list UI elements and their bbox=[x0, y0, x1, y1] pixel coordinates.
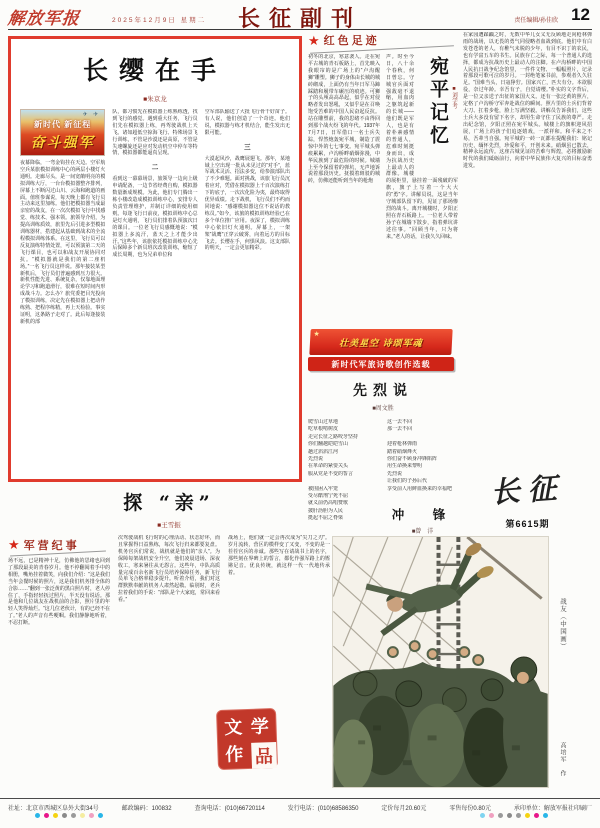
red-footprints-text: 声。时至今日，八十余个春秋，何日曾忘。守城官兵面对强敌毫不退缩，用血肉之躯筑起新的长城——他们既是军人，也是有着朴素感情的普通人，危难时刻挺身而出，成为抗战历史上最动人的群像。城楼的展柜里，悬挂着一面残破的军旗，旗子上写着一个大大的“勇”字。讲解员说，这是当年守城部队留下的，见证了那场惨烈的战斗。离开城楼时，夕阳正照在青石板路上。一位老人带着孙子在城墙下散步，指着弹坑讲述往事。“回顾当年，只为将来。”老人的话，让我久久回味。 bbox=[386, 54, 458, 240]
article-text: 队，都习惯先在模拟器上练熟练透，找到飞行的感觉。遇到重大任务，飞行员们先在模拟器上练，再驾驶战机上天飞。诸如超低空掠海飞行、特殊场景飞行训练，不管是沙漠还是高原，不管是失速螺旋还是应对发动机空中停车等特情，模拟器都能逼真呈现。 bbox=[112, 109, 198, 157]
poem-column-2 bbox=[387, 419, 458, 554]
banner-line-2: 奋斗强军 bbox=[30, 134, 95, 150]
painting-artwork bbox=[333, 537, 548, 787]
story-column-3: 战场上，他们就一定会再次成为“尖刀之刃”。岁月流转，营区的模样变了又变，不变的是一茬茬官兵的赤诚。那些写在请战书上的名字，那些刻在界碑上的誓言，都化作强军路上的铿锵足音。优良传统，就这样一代一代地传承着。 bbox=[228, 535, 330, 576]
seal-char: 作 bbox=[224, 744, 244, 766]
seal-char: 学 bbox=[250, 716, 270, 738]
star-icon: ★ bbox=[8, 537, 20, 552]
painting-image bbox=[332, 536, 549, 788]
print-registration-dots-right bbox=[480, 813, 548, 818]
inset-article-title: 宛平记忆 bbox=[427, 56, 449, 148]
seal-char: 文 bbox=[223, 717, 243, 739]
red-footprints-column-1: 初冬的北京，寒意袭人。走在宛平古城的青石板路上，首先映入我眼帘的是广场上的“卢沟醒狮”雕塑。狮子的身体由长城的城砖砌成，上面仍有当年日军马蹄踩踏和履带车碾压的痕迹。可狮子的头颅高高昂起，似乎在对侵略者发出怒吼，又似乎是在召唤饱受苦难的中国人民奋起反抗。站在雕塑前，我的思绪不由得回到那个战火纷飞的年代。1937年7月7日，日军借口一名士兵失踪，悍然炮轰宛平城，制造了震惊中外的七七事变。宛平城头弹痕累累，卢沟桥畔硝烟弥漫，中华民族到了最危险的时候。城墙上至今保留着的弹坑，无声地诉说着那段历史。抚摸着斑驳的城砖，仿佛还能听到当年的枪炮 bbox=[308, 54, 380, 185]
article-text: 看到这一幕幕场景，旅领导一边向上级申请配备，一边节省经费自购，模拟器数量渐成规模。为此，他们专门腾出一栋小楼改造成模拟训练中心，安排专人负责管理维护，并制订详细的使用细则。每逢飞行日前夜，模拟训练中心总是灯火通明，飞行员们排着队预演次日的课目。一位老飞行员感慨地说：“模拟器上多流汗，蓝天之上才能少出汗。”这些年，该旅依托模拟训练中心先后保障多个新员班次改装训练，缩短了成长周期，也为兄弟单位和 bbox=[112, 176, 198, 259]
painting-author: 高培军 作 bbox=[559, 742, 565, 777]
inset-article-byline: ■刘学考 bbox=[451, 86, 457, 109]
section-marker: 二 bbox=[151, 164, 159, 172]
story-title: 探 “亲” bbox=[123, 492, 215, 514]
poetry-series-ribbon: 新时代军旅诗歌创作选载 bbox=[308, 357, 454, 371]
page-header bbox=[8, 0, 592, 30]
story-byline: ■王雪振 bbox=[157, 522, 181, 529]
painting-caption: 战友（中国画） bbox=[559, 598, 566, 651]
poem-column-1: 爬雪山过草地 吃草根啃树皮 走完长征之路咬牙坚持 你们翻越皑皑雪山 趟过滔滔江河 先烈说 在革命的紧要关头 服从党是不变的誓言 被围困入牢笼 受尽酷刑宁死不屈 就义前仍高唱赞歌 披肝沥胆为人民 挺起不屈之脊梁 bbox=[308, 419, 359, 522]
section-label: 红色足迹 bbox=[323, 35, 380, 47]
masthead-logo: 解放军报 bbox=[6, 9, 81, 29]
banner-photo bbox=[20, 109, 105, 156]
poem-lines: 这一去不回 那一去不回 迎着枪林弹雨 踏着硝烟烽火 你们奋不顾身冲锋陷阵 用生命换来黎明 先烈说 让我们的子孙后代 享受前人用鲜血换来的幸福吧 bbox=[387, 419, 453, 492]
red-footprints-columns bbox=[308, 54, 458, 322]
section-marker: 三 bbox=[244, 143, 251, 151]
banner-line-1: 新时代 新征程 bbox=[34, 120, 92, 129]
edition-title: 长征副刊 bbox=[237, 6, 363, 31]
poem-byline: ■周文胜 bbox=[372, 406, 394, 412]
inset-title-block bbox=[418, 56, 458, 174]
article-byline: ■朱京龙 bbox=[143, 96, 167, 103]
flag-star-icon: ★ bbox=[313, 331, 320, 338]
story-text: 场不远，已是精神十足，仿佛他的思绪也回到了那段最美的青春岁月。他不停翻阅着手中的相册，嘴角挂着微笑，向我们介绍：“这是我们当年会餐时候的照片，这是我们机务排全体的合影……”翻到一张泛黄的黑白照片时，老人停住了，手指轻轻抚过照片，半天没有说话。那是他和几位战友在战机前的合影，照片里的年轻人笑得灿烂。“这几位老伙计，有的已经不在了。”老人的声音有些哽咽。我们静静地听着，不忍打断。 bbox=[8, 558, 110, 627]
story-columns bbox=[8, 535, 330, 767]
red-footprints-section bbox=[308, 32, 458, 534]
star-icon: ★ bbox=[308, 32, 320, 48]
editor-credit: 责任编辑/孙佳欣 bbox=[514, 18, 558, 24]
poetry-flag-banner bbox=[309, 329, 452, 355]
article-column-1 bbox=[20, 109, 105, 481]
page-number: 12 bbox=[571, 5, 590, 24]
poem-columns bbox=[308, 419, 458, 554]
page-footer bbox=[0, 798, 600, 812]
section-label: 军营纪事 bbox=[23, 539, 80, 552]
issue-number: 第6615期 bbox=[505, 519, 550, 529]
poem2-byline: ■曾 洋 bbox=[411, 529, 434, 536]
article-title: 长缨在手 bbox=[82, 56, 227, 85]
calligraphy-logo: 长征 bbox=[489, 470, 566, 510]
article-column-3 bbox=[205, 109, 290, 481]
literary-works-seal bbox=[217, 709, 277, 769]
article-columns bbox=[20, 109, 290, 481]
issue-date: 2025年12月9日 星期二 bbox=[112, 17, 207, 24]
poem-title: 先烈说 bbox=[353, 383, 413, 399]
story-column-2: 次驾驶战机飞行时的心理活动、状态好坏，而且掌握得日益熟练，每次飞行归来都要复盘。机务官兵们常说，战机就是他们的“亲人”。为保障每架战机安全升空，他们凌晨进场、深夜收工，寒来暑往从无怨言。这些年，中队高质量完成百余名新飞行员培养保障任务，新飞行员单飞合格率稳步提升。听着介绍，我们对这群默默奉献的机务人肃然起敬。临别时，老兵拉着我们的手说：“部队是个大家庭，常回来看看。” bbox=[118, 535, 220, 604]
jets-icon: ✈ ✈ bbox=[82, 112, 101, 118]
story-column-1 bbox=[8, 535, 110, 767]
flag-banner-text: 壮美星空 诗颂军魂 bbox=[338, 337, 423, 348]
right-column-text: 在家园遭蹂躏之时，无数中华儿女义无反顾地走向枪林弹雨的战场，以无畏的勇气同侵略者血战到底。他们中有白发苍苍的老人，有稚气未脱的少年，有目不识丁的农民，也有学富五车的书生。民族存亡之际，每一个普通人的选择，都成为抗战历史上最动人的注脚。在卢沟桥畔的中国人民抗日战争纪念馆里，一件件文物、一幅幅照片，记录着那段可歌可泣的岁月。一封绝笔家书前，参观者久久驻足。“国难当头，日寇狰狞。国家兴亡，匹夫有分。本欲服役，奈过年龄。幸吾有子，自觉请缨。”朴实的文字背后，是一位父亲送子出征的家国大义。还有一张泛黄的照片，定格了卢沟桥守军奔赴战位的瞬间。照片里的士兵们背着大刀、扛着步枪，脸上写满坚毅。讲解员告诉我们，这些士兵大多没有留下名字，却用生命守住了民族的尊严。走出纪念馆，夕阳正照在宛平城头。城楼上的旗帜迎风招展，广场上的孩子们追逐嬉戏，一派祥和。和平来之不易，吾辈当自强。宛平城的一砖一瓦都在提醒我们：铭记历史，缅怀先烈，珍爱和平，开创未来。硝烟虽已散去，精神永远流传。这座古城见证的苦难与辉煌，必将激励新时代的我们砥砺前行，向着中华民族伟大复兴的目标奋勇进发。 bbox=[463, 32, 592, 170]
footer-info-row: 社址：北京市西城区阜外大街34号 邮政编码：100832 查询电话：(010)66720114 发行电话：(010)68586350 定价每月20.60元 零售每份0.80元 承印单位：解放军报社印刷厂 bbox=[8, 806, 592, 812]
section-header bbox=[8, 537, 110, 552]
poem2-title: 冲 锋 bbox=[391, 507, 454, 523]
article-column-2 bbox=[112, 109, 197, 481]
red-footprints-column-2 bbox=[386, 54, 458, 322]
article-text: 空军部队输送了大批飞行骨干好苗子。有人说，他们创造了一个奇迹。他们说，模拟器与练才机结合，能生发出无限可能。 bbox=[204, 109, 290, 136]
barracks-story-section bbox=[8, 488, 330, 793]
article-text: 大漠起风沙，战鹰展翅飞。那年，某地域上空出现一批从未见过的“对手”，蓝军战术灵活、招法多变，给参演部队出了不少难题。面对挑战，该旅飞行员沉着应对，凭借在模拟器上千百次演练打下的底子，一次次化险为夷，最终取得优异成绩。走下战机，飞行员们不约而同地说：“感谢模拟器这位不说话的教练员。”如今，该旅的模拟训练经验已在多个单位推广应用。夜深了，模拟训练中心依旧灯火通明。屏幕上，一架架“战鹰”正穿云破雾，向着远方的目标飞去。长缨在手，何惧风浪。这支部队的明天，一定会更加精彩。 bbox=[204, 155, 290, 252]
featured-article-box bbox=[8, 36, 302, 482]
right-column-section bbox=[463, 32, 592, 532]
article-text: 夜幕降临，一弯金钩挂在天边。空军航空兵某旅模拟训练中心的两层小楼灯火通明。走廊尽头，是一间宽敞明亮的模拟训练大厅，一台台模拟器整齐排列，屏幕上不断闪过山川、云海和跑道的画面。值班参谋说，每天晚上都有飞行员主动来这里加练。他们把模拟器当成最亲密的战友，在一次次模拟飞行中找感觉、练技术、强本领。旅领导介绍，为提高训练质效，旅里先后引进多型模拟训练器材，搭建起从基础到战术的全流程模拟训练体系。在这里，飞行员可以反复演练特情处置，可以预演第二天的飞行课目，也可以和战友开展协同对抗。“模拟器就是我们的第二座机场。”一名飞行员这样说。那年接装某型新机后，飞行员们普遍感到压力很大。新机性能先进、系统复杂，仅靠地面理论学习和跑道滑行，很难在短时间内形成战斗力。怎么办？旅党委把目光投向了模拟训练，决定先在模拟器上把动作练熟、把程序练精，再上天检验。事实证明，这条路子走对了。此后每逢接装新机的部 bbox=[20, 160, 106, 325]
seal-char: 品 bbox=[251, 742, 277, 769]
print-registration-dots-left bbox=[35, 813, 103, 818]
